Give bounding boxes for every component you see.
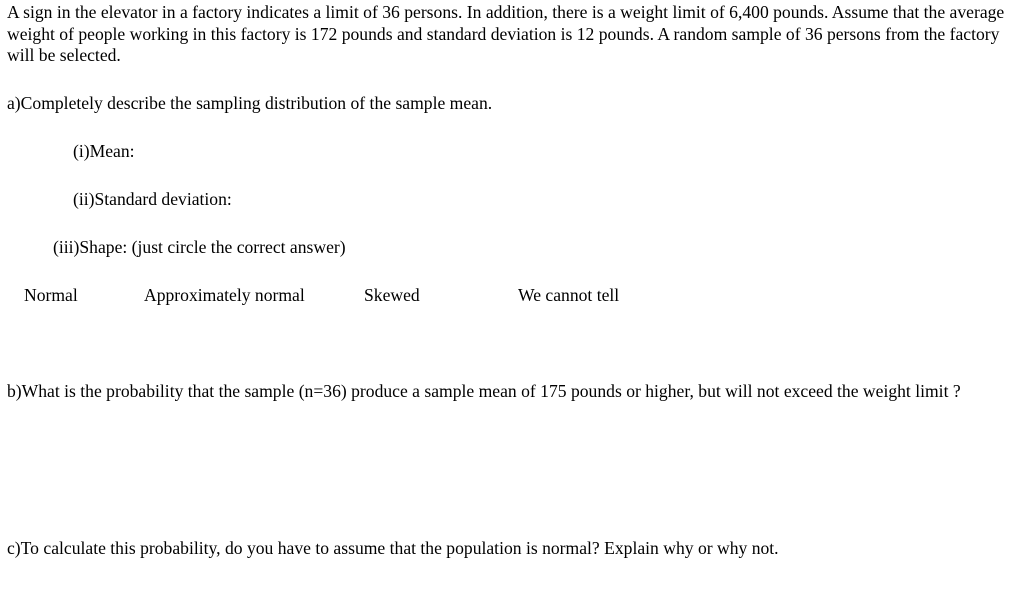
shape-choice-approximately-normal[interactable]: Approximately normal — [144, 285, 305, 305]
shape-choice-normal[interactable]: Normal — [24, 285, 78, 305]
shape-choice-skewed[interactable]: Skewed — [364, 285, 420, 305]
part-a-mean-label: (i)Mean: — [73, 141, 135, 161]
part-c-question: c)To calculate this probability, do you have to assume that the population is normal? Explain why or why not. — [7, 538, 779, 558]
part-b-question: b)What is the probability that the sample (n=36) produce a sample mean of 175 pounds or higher, but will not exceed the weight limit ? — [7, 381, 961, 401]
part-a-shape-label: (iii)Shape: (just circle the correct answer) — [53, 237, 346, 257]
problem-intro: A sign in the elevator in a factory indicates a limit of 36 persons. In addition, there is a weight limit of 6,400 pounds. Assume that the average weight of people working in this factory is 172 pounds and standard deviation is 12 pounds. A random sample of 36 persons from the factory will be selected. — [7, 2, 1005, 65]
shape-choice-cannot-tell[interactable]: We cannot tell — [518, 285, 620, 305]
part-a-question: a)Completely describe the sampling distribution of the sample mean. — [7, 93, 493, 113]
part-a-sd-label: (ii)Standard deviation: — [73, 189, 232, 209]
